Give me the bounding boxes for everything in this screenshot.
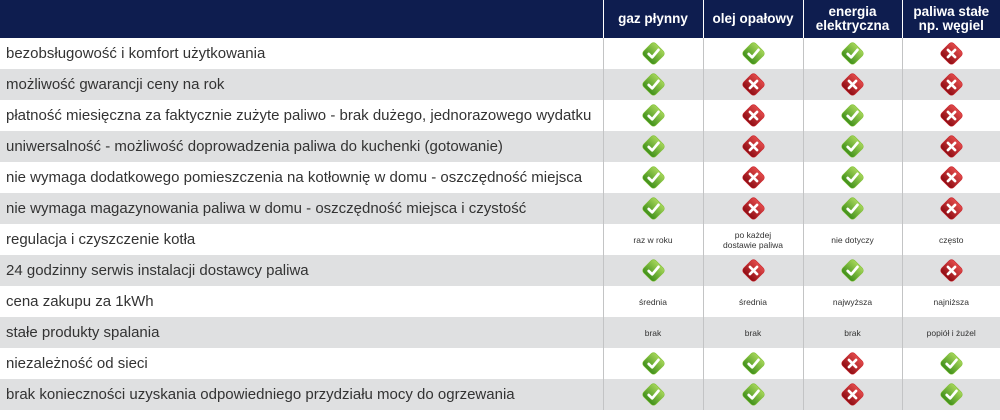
row-label: płatność miesięczna za faktycznie zużyte paliwo - brak dużego, jednorazowego wydatku bbox=[0, 100, 603, 131]
check-icon bbox=[940, 383, 963, 406]
icon-cell bbox=[703, 379, 803, 410]
text-cell: najwyższa bbox=[803, 286, 902, 317]
icon-cell bbox=[703, 255, 803, 286]
text-cell: raz w roku bbox=[603, 224, 703, 255]
cross-icon bbox=[940, 104, 963, 127]
table-row bbox=[0, 100, 1000, 131]
icon-cell bbox=[703, 100, 803, 131]
cross-icon bbox=[841, 73, 864, 96]
icon-cell bbox=[603, 69, 703, 100]
cross-icon bbox=[940, 166, 963, 189]
check-icon bbox=[742, 42, 765, 65]
row-label: regulacja i czyszczenie kotła bbox=[0, 224, 603, 255]
table-row bbox=[0, 162, 1000, 193]
icon-cell bbox=[603, 162, 703, 193]
header-blank bbox=[0, 0, 603, 38]
cross-icon bbox=[742, 197, 765, 220]
row-label: cena zakupu za 1kWh bbox=[0, 286, 603, 317]
table-row bbox=[0, 317, 1000, 348]
cross-icon bbox=[742, 135, 765, 158]
cross-icon bbox=[841, 383, 864, 406]
header-row bbox=[0, 0, 1000, 38]
row-label: 24 godzinny serwis instalacji dostawcy paliwa bbox=[0, 255, 603, 286]
check-icon bbox=[841, 42, 864, 65]
icon-cell bbox=[803, 193, 902, 224]
icon-cell bbox=[803, 348, 902, 379]
cross-icon bbox=[940, 73, 963, 96]
icon-cell bbox=[902, 348, 1000, 379]
text-cell: średnia bbox=[603, 286, 703, 317]
header-col: gaz płynny bbox=[603, 0, 703, 38]
row-label: możliwość gwarancji ceny na rok bbox=[0, 69, 603, 100]
check-icon bbox=[742, 383, 765, 406]
icon-cell bbox=[603, 193, 703, 224]
icon-cell bbox=[803, 69, 902, 100]
row-label: brak konieczności uzyskania odpowiedniego przydziału mocy do ogrzewania bbox=[0, 379, 603, 410]
text-cell: często bbox=[902, 224, 1000, 255]
check-icon bbox=[742, 352, 765, 375]
check-icon bbox=[841, 166, 864, 189]
check-icon bbox=[642, 259, 665, 282]
icon-cell bbox=[703, 193, 803, 224]
cross-icon bbox=[742, 104, 765, 127]
cross-icon bbox=[940, 197, 963, 220]
header-col: energia elektryczna bbox=[803, 0, 902, 38]
text-cell: brak bbox=[603, 317, 703, 348]
icon-cell bbox=[703, 348, 803, 379]
icon-cell bbox=[902, 379, 1000, 410]
cross-icon bbox=[742, 73, 765, 96]
icon-cell bbox=[603, 379, 703, 410]
check-icon bbox=[642, 166, 665, 189]
check-icon bbox=[642, 352, 665, 375]
check-icon bbox=[642, 383, 665, 406]
icon-cell bbox=[603, 38, 703, 69]
check-icon bbox=[642, 104, 665, 127]
row-label: nie wymaga magazynowania paliwa w domu - oszczędność miejsca i czystość bbox=[0, 193, 603, 224]
table-row bbox=[0, 286, 1000, 317]
row-label: niezależność od sieci bbox=[0, 348, 603, 379]
icon-cell bbox=[902, 131, 1000, 162]
icon-cell bbox=[803, 162, 902, 193]
cross-icon bbox=[940, 259, 963, 282]
icon-cell bbox=[902, 38, 1000, 69]
icon-cell bbox=[803, 379, 902, 410]
check-icon bbox=[642, 42, 665, 65]
text-cell: nie dotyczy bbox=[803, 224, 902, 255]
icon-cell bbox=[703, 69, 803, 100]
icon-cell bbox=[703, 131, 803, 162]
icon-cell bbox=[703, 162, 803, 193]
icon-cell bbox=[902, 69, 1000, 100]
icon-cell bbox=[603, 100, 703, 131]
check-icon bbox=[642, 73, 665, 96]
text-cell: najniższa bbox=[902, 286, 1000, 317]
icon-cell bbox=[603, 131, 703, 162]
icon-cell bbox=[703, 38, 803, 69]
header-col: olej opałowy bbox=[703, 0, 803, 38]
table-row bbox=[0, 348, 1000, 379]
icon-cell bbox=[803, 255, 902, 286]
table-row bbox=[0, 193, 1000, 224]
table-row bbox=[0, 224, 1000, 255]
text-cell: średnia bbox=[703, 286, 803, 317]
check-icon bbox=[642, 197, 665, 220]
table-row bbox=[0, 131, 1000, 162]
check-icon bbox=[841, 197, 864, 220]
table-row bbox=[0, 38, 1000, 69]
table-row bbox=[0, 255, 1000, 286]
table-row bbox=[0, 379, 1000, 410]
cross-icon bbox=[742, 259, 765, 282]
icon-cell bbox=[603, 255, 703, 286]
icon-cell bbox=[902, 193, 1000, 224]
check-icon bbox=[642, 135, 665, 158]
row-label: nie wymaga dodatkowego pomieszczenia na kotłownię w domu - oszczędność miejsca bbox=[0, 162, 603, 193]
row-label: bezobsługowość i komfort użytkowania bbox=[0, 38, 603, 69]
icon-cell bbox=[803, 131, 902, 162]
icon-cell bbox=[803, 100, 902, 131]
text-cell: popiół i żużel bbox=[902, 317, 1000, 348]
cross-icon bbox=[940, 42, 963, 65]
row-label: uniwersalność - możliwość doprowadzenia paliwa do kuchenki (gotowanie) bbox=[0, 131, 603, 162]
cross-icon bbox=[841, 352, 864, 375]
text-cell: po każdej dostawie paliwa bbox=[703, 224, 803, 255]
check-icon bbox=[841, 104, 864, 127]
header-col: paliwa stałe np. węgiel bbox=[902, 0, 1000, 38]
row-label: stałe produkty spalania bbox=[0, 317, 603, 348]
icon-cell bbox=[803, 38, 902, 69]
text-cell: brak bbox=[703, 317, 803, 348]
icon-cell bbox=[902, 162, 1000, 193]
check-icon bbox=[940, 352, 963, 375]
table-row bbox=[0, 69, 1000, 100]
text-cell: brak bbox=[803, 317, 902, 348]
cross-icon bbox=[940, 135, 963, 158]
icon-cell bbox=[902, 255, 1000, 286]
icon-cell bbox=[603, 348, 703, 379]
icon-cell bbox=[902, 100, 1000, 131]
cross-icon bbox=[742, 166, 765, 189]
check-icon bbox=[841, 259, 864, 282]
check-icon bbox=[841, 135, 864, 158]
